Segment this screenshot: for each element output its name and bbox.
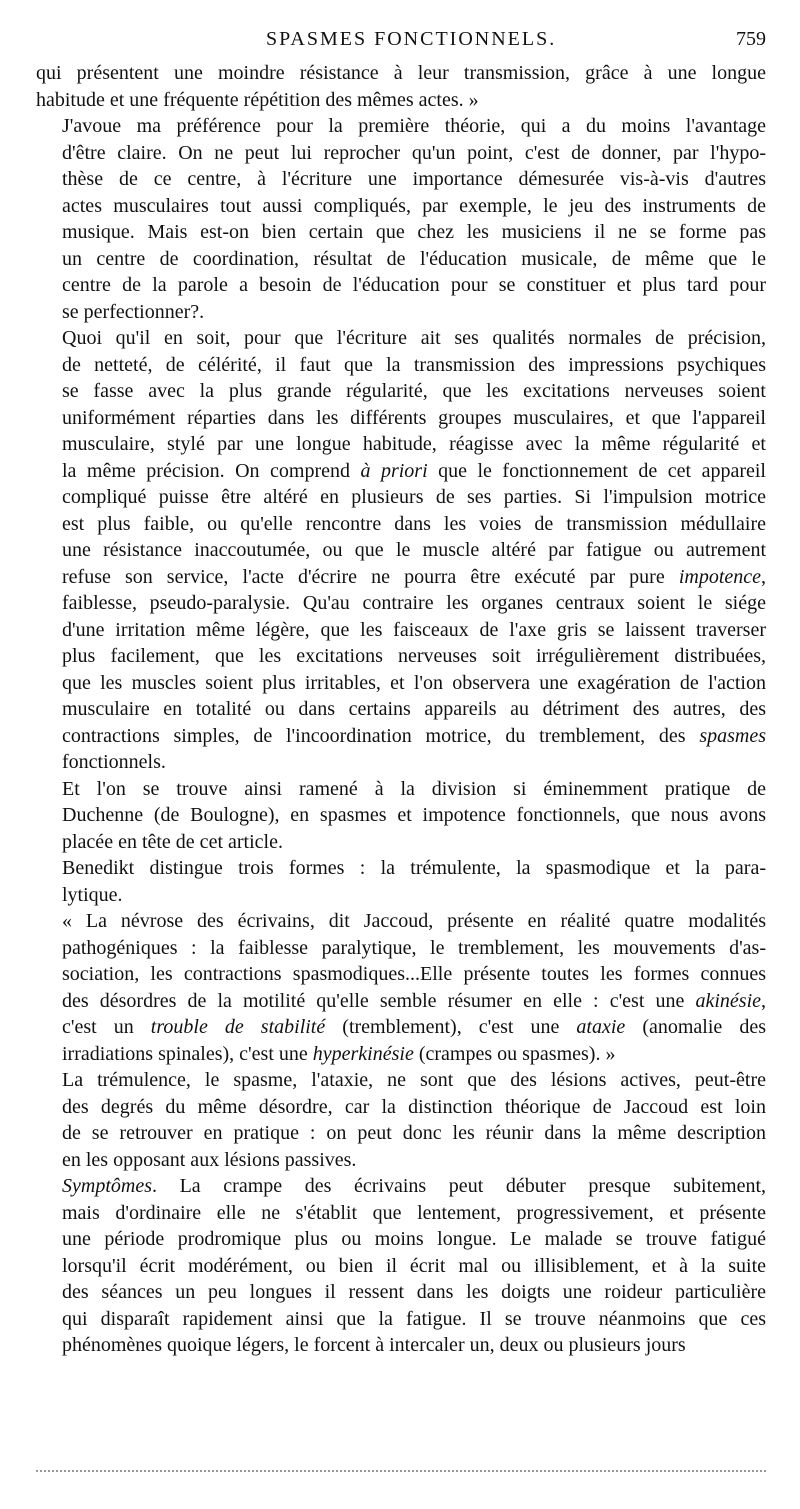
text-line: des degrés du même désordre, car la distinction théorique de Jaccoud est loin bbox=[62, 1095, 766, 1118]
text-line: actes musculaires tout aussi compliqués, par exemple, le jeu des instruments de bbox=[62, 194, 766, 217]
paragraph bbox=[36, 855, 766, 908]
text-line: Symptômes. La crampe des écrivains peut débuter presque subitement, bbox=[62, 1175, 766, 1197]
paragraph bbox=[36, 113, 766, 325]
text-line: thèse de ce centre, à l'écriture une importance démesurée vis-à-vis d'autres bbox=[62, 168, 766, 190]
text-line: Quoi qu'il en soit, pour que l'écriture ait ses qualités normales de précision, bbox=[62, 327, 766, 349]
text-line: une période prodromique plus ou moins longue. Le malade se trouve fatigué bbox=[62, 1228, 766, 1250]
text-line: Et l'on se trouve ainsi ramené à la division si éminemment pratique de bbox=[62, 777, 766, 800]
paragraph bbox=[36, 1173, 766, 1359]
paragraph bbox=[36, 1067, 766, 1173]
page-header bbox=[36, 22, 766, 52]
text-line: contractions simples, de l'incoordination motrice, du tremblement, des spasmes bbox=[62, 724, 766, 747]
text-line: musculaire en totalité ou dans certains appareils au détriment des autres, des bbox=[62, 698, 766, 720]
body-text bbox=[36, 60, 766, 1359]
text-line: compliqué puisse être altéré en plusieurs de ses parties. Si l'impulsion motrice bbox=[62, 486, 766, 508]
text-line: musculaire, stylé par une longue habitude, réagisse avec la même régularité et bbox=[62, 433, 766, 455]
text-line: de se retrouver en pratique : on peut donc les réunir dans la même description bbox=[62, 1122, 766, 1144]
text-line: de netteté, de célérité, il faut que la transmission des impressions psychiques bbox=[62, 353, 766, 376]
text-line: centre de la parole a besoin de l'éducation pour se constituer et plus tard pour bbox=[62, 274, 766, 296]
text-line: mais d'ordinaire elle ne s'établit que lentement, progressivement, et présente bbox=[62, 1201, 766, 1224]
footer-rule bbox=[36, 1470, 766, 1472]
text-line: phénomènes quoique légers, le forcent à intercaler un, deux ou plusieurs jours bbox=[62, 1334, 686, 1356]
page-number: 759 bbox=[736, 28, 766, 50]
text-line: c'est un trouble de stabilité (tremblement), c'est une ataxie (anomalie des bbox=[62, 1016, 766, 1038]
text-line: habitude et une fréquente répétition des mêmes actes. » bbox=[36, 88, 479, 111]
text-line: qui présentent une moindre résistance à leur transmission, grâce à une longue bbox=[36, 62, 766, 84]
text-line: « La névrose des écrivains, dit Jaccoud, présente en réalité quatre modalités bbox=[62, 910, 766, 932]
text-line: la même précision. On comprend à priori que le fonctionnement de cet appareil bbox=[62, 459, 766, 482]
text-line: est plus faible, ou qu'elle rencontre dans les voies de transmission médullaire bbox=[62, 512, 766, 535]
text-line: qui disparaît rapidement ainsi que la fatigue. Il se trouve néanmoins que ces bbox=[62, 1307, 766, 1330]
text-line: lytique. bbox=[62, 883, 123, 906]
text-line: J'avoue ma préférence pour la première théorie, qui a du moins l'avantage bbox=[62, 115, 766, 137]
text-line: Duchenne (de Boulogne), en spasmes et impotence fonctionnels, que nous avons bbox=[62, 804, 766, 826]
text-line: musique. Mais est-on bien certain que chez les musiciens il ne se forme pas bbox=[62, 221, 766, 243]
text-line: sociation, les contractions spasmodiques...Elle présente toutes les formes connues bbox=[62, 963, 766, 985]
text-line: pathogéniques : la faiblesse paralytique, le tremblement, les mouvements d'as- bbox=[62, 936, 766, 959]
paragraph bbox=[36, 60, 766, 113]
text-line: plus facilement, que les excitations nerveuses soit irrégulièrement distribuées, bbox=[62, 645, 766, 667]
text-line: d'une irritation même légère, que les faisceaux de l'axe gris se laissent traverser bbox=[62, 618, 766, 641]
text-line: Benedikt distingue trois formes : la trémulente, la spasmodique et la para- bbox=[62, 857, 766, 879]
text-line: La trémulence, le spasme, l'ataxie, ne sont que des lésions actives, peut-être bbox=[62, 1069, 766, 1091]
text-line: que les muscles soient plus irritables, et l'on observera une exagération de l'action bbox=[62, 671, 766, 694]
text-line: en les opposant aux lésions passives. bbox=[62, 1148, 357, 1171]
text-line: se perfectionner?. bbox=[62, 300, 205, 323]
text-line: faiblesse, pseudo-paralysie. Qu'au contraire les organes centraux soient le siége bbox=[62, 592, 766, 614]
running-title: SPASMES FONCTIONNELS. bbox=[266, 28, 557, 50]
text-line: fonctionnels. bbox=[62, 751, 166, 773]
text-line: d'être claire. On ne peut lui reprocher qu'un point, c'est de donner, par l'hypo- bbox=[62, 141, 766, 164]
text-line: des désordres de la motilité qu'elle semble résumer en elle : c'est une akinésie, bbox=[62, 989, 766, 1012]
paragraph bbox=[36, 908, 766, 1067]
text-line: placée en tête de cet article. bbox=[62, 830, 283, 853]
paragraph bbox=[36, 325, 766, 776]
text-line: refuse son service, l'acte d'écrire ne pourra être exécuté par pure impotence, bbox=[62, 565, 766, 588]
text-line: des séances un peu longues il ressent dans les doigts une roideur particulière bbox=[62, 1281, 766, 1303]
text-line: lorsqu'il écrit modérément, ou bien il écrit mal ou illisiblement, et à la suite bbox=[62, 1254, 766, 1277]
text-line: uniformément réparties dans les différents groupes musculaires, et que l'appareil bbox=[62, 406, 766, 429]
text-line: un centre de coordination, résultat de l'éducation musicale, de même que le bbox=[62, 247, 766, 270]
text-line: se fasse avec la plus grande régularité, que les excitations nerveuses soient bbox=[62, 380, 766, 402]
text-line: irradiations spinales), c'est une hyperkinésie (crampes ou spasmes). » bbox=[62, 1042, 616, 1065]
text-line: une résistance inaccoutumée, ou que le muscle altéré par fatigue ou autrement bbox=[62, 539, 766, 561]
paragraph bbox=[36, 776, 766, 856]
